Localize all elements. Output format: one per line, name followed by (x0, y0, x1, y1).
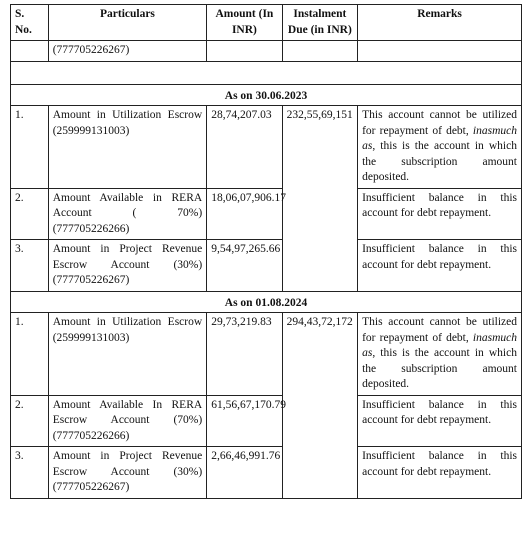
row-amount: 2,66,46,991.76 (207, 447, 282, 499)
row-sno: 1. (11, 313, 49, 396)
remarks-text: This account cannot be utilized for repayment of debt, (362, 316, 517, 344)
header-instalment: Instalment Due (in INR) (282, 5, 357, 41)
header-remarks: Remarks (358, 5, 522, 41)
row-remarks (358, 106, 522, 189)
spacer-row (11, 61, 522, 84)
row-remarks: Insufficient balance in this account for debt repayment. (358, 395, 522, 447)
header-sno: S. No. (11, 5, 49, 41)
row-amount: 29,73,219.83 (207, 313, 282, 396)
row-particulars: Amount in Project Revenue Escrow Account (30%) (777705226267) (48, 240, 206, 292)
remarks-text: , this is the account in which the subscription amount deposited. (362, 140, 517, 183)
table-header-row (11, 5, 522, 41)
section-instalment-due: 294,43,72,172 (282, 313, 357, 499)
table-row (11, 106, 522, 189)
remarks-emphasis: inasmuch as (362, 331, 517, 359)
row-sno: 1. (11, 106, 49, 189)
row-particulars: Amount in Project Revenue Escrow Account (30%) (777705226267) (48, 447, 206, 499)
row-amount: 9,54,97,265.66 (207, 240, 282, 292)
section-heading-row (11, 291, 522, 313)
carryover-amount-cell (207, 41, 282, 62)
row-sno: 2. (11, 188, 49, 240)
row-particulars: Amount Available in RERA Account ( 70%) (777705226266) (48, 188, 206, 240)
section-title: As on 30.06.2023 (11, 84, 522, 106)
header-particulars: Particulars (48, 5, 206, 41)
row-sno: 3. (11, 447, 49, 499)
row-remarks (358, 313, 522, 396)
carryover-row (11, 41, 522, 62)
carryover-instalment-cell (282, 41, 357, 62)
row-amount: 61,56,67,170.79 (207, 395, 282, 447)
table-row (11, 447, 522, 499)
remarks-text: , this is the account in which the subscription amount deposited. (362, 347, 517, 390)
remarks-text: This account cannot be utilized for repayment of debt, (362, 109, 517, 137)
section-heading-row (11, 84, 522, 106)
row-particulars: Amount Available In RERA Escrow Account (70%) (777705226266) (48, 395, 206, 447)
row-sno: 2. (11, 395, 49, 447)
table-row (11, 240, 522, 292)
carryover-sno-cell (11, 41, 49, 62)
row-amount: 28,74,207.03 (207, 106, 282, 189)
table-row (11, 395, 522, 447)
row-amount: 18,06,07,906.17 (207, 188, 282, 240)
section-instalment-due: 232,55,69,151 (282, 106, 357, 292)
row-remarks: Insufficient balance in this account for debt repayment. (358, 447, 522, 499)
carryover-particulars: (777705226267) (48, 41, 206, 62)
table-row (11, 313, 522, 396)
remarks-emphasis: inasmuch as (362, 124, 517, 152)
row-particulars: Amount in Utilization Escrow (259999131003) (48, 106, 206, 189)
row-particulars: Amount in Utilization Escrow (259999131003) (48, 313, 206, 396)
table-row (11, 188, 522, 240)
spacer-cell (11, 61, 522, 84)
row-remarks: Insufficient balance in this account for debt repayment. (358, 240, 522, 292)
row-sno: 3. (11, 240, 49, 292)
row-remarks: Insufficient balance in this account for debt repayment. (358, 188, 522, 240)
escrow-balance-table (10, 4, 522, 499)
section-title: As on 01.08.2024 (11, 291, 522, 313)
header-amount: Amount (In INR) (207, 5, 282, 41)
carryover-remarks-cell (358, 41, 522, 62)
